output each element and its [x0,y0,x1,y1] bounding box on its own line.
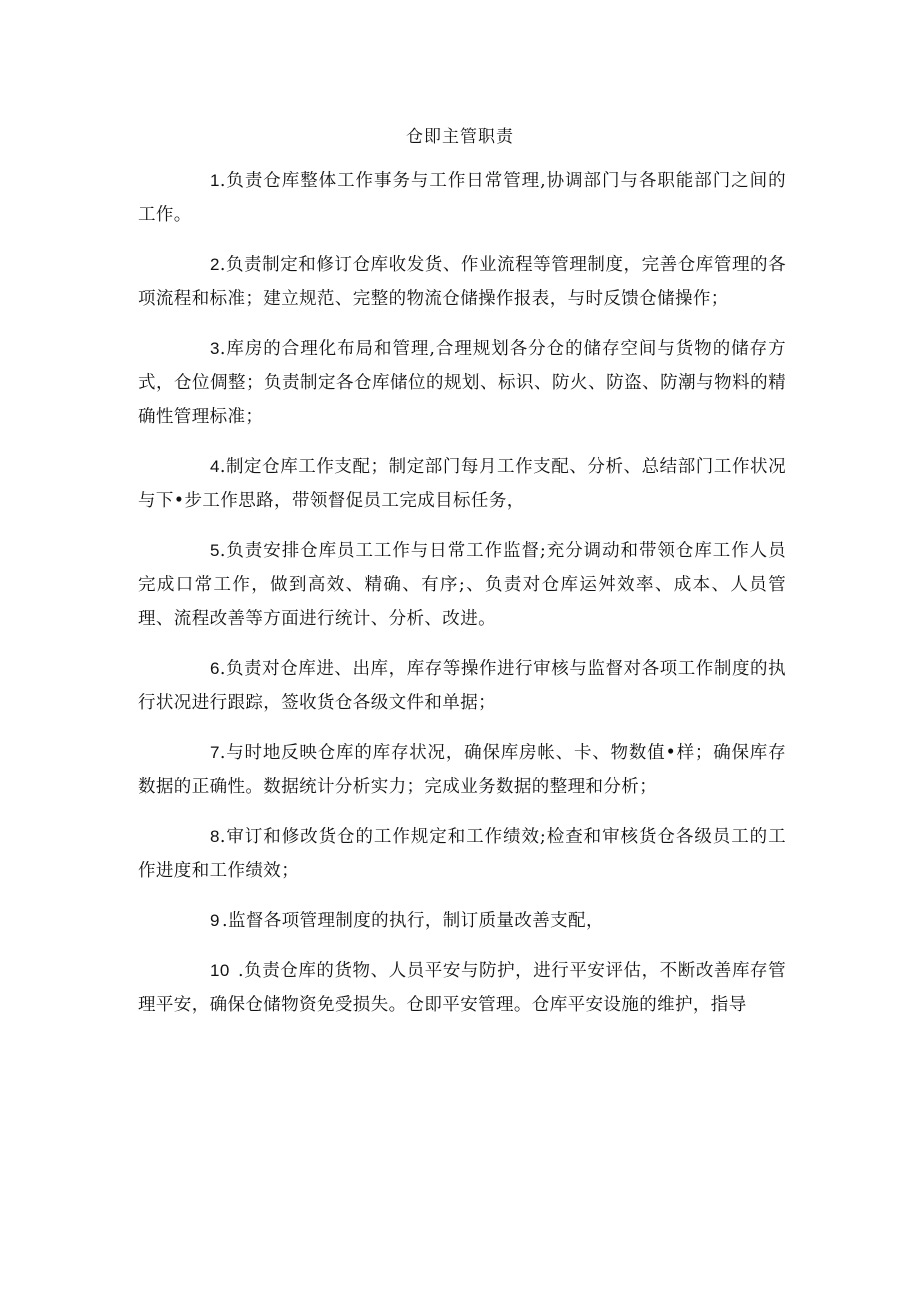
item-text: .负责制定和修订仓库收发货、作业流程等管理制度，完善仓库管理的各项流程和标准；建立规范、完整的物流仓储操作报表，与时反馈仓储操作； [138,255,786,309]
duty-item-2 [138,248,786,316]
item-number: 1 [210,171,220,190]
document-body [138,164,786,1038]
item-number: 7 [210,743,220,762]
item-text: .库房的合理化布局和管理,合理规划各分仓的储存空间与货物的储存方式，仓位倜整；负责制定各仓库储位的规划、标识、防火、防盗、防潮与物料的精确性管理标准； [138,339,786,427]
item-number: 2 [210,255,220,274]
item-text: .负责对仓库进、出库，库存等操作进行审核与监督对各项工作制度的执行状况进行跟踪，签收货仓各级文件和单据； [138,659,786,713]
duty-item-6 [138,652,786,720]
duty-item-4 [138,450,786,518]
item-text: .审订和修改货仓的工作规定和工作绩效;检查和审核货仓各级员工的工作进度和工作绩效； [138,827,786,881]
item-number: 3 [210,339,220,358]
item-number: 9 [210,911,220,930]
item-number: 6 [210,659,220,678]
duty-item-10 [138,954,786,1022]
duty-item-1 [138,164,786,232]
document-title: 仓即主管职责 [406,127,514,147]
item-number: 4 [210,457,220,476]
item-text: .监督各项管理制度的执行，制订质量改善支配， [222,911,604,931]
item-number: 5 [210,541,220,560]
item-text: .负责安排仓库员工工作与日常工作监督;充分调动和带领仓库工作人员完成口常工作，做到高效、精确、有序;、负责对仓库运舛效率、成本、人员管理、流程改善等方面进行统计、分析、改进。 [138,541,786,629]
duty-item-5 [138,534,786,636]
duty-item-3 [138,332,786,434]
item-text: .与时地反映仓库的库存状况，确保库房帐、卡、物数值•样；确保库存数据的正确性。数据统计分析实力；完成业务数据的整理和分析； [138,743,786,797]
item-text: .负责仓库整体工作事务与工作日常管理,协调部门与各职能部门之间的工作。 [138,171,786,225]
item-number: 8 [210,827,220,846]
item-text: .负责仓库的货物、人员平安与防护，进行平安评估，不断改善库存管理平安，确保仓储物资免受损失。仓即平安管理。仓库平安设施的维护，指导 [138,961,786,1015]
item-number: 10 [210,961,230,980]
item-text: .制定仓库工作支配；制定部门每月工作支配、分析、总结部门工作状况与下•步工作思路，带领督促员工完成目标任务， [138,457,786,511]
duty-item-9 [138,904,786,938]
duty-item-8 [138,820,786,888]
duty-item-7 [138,736,786,804]
